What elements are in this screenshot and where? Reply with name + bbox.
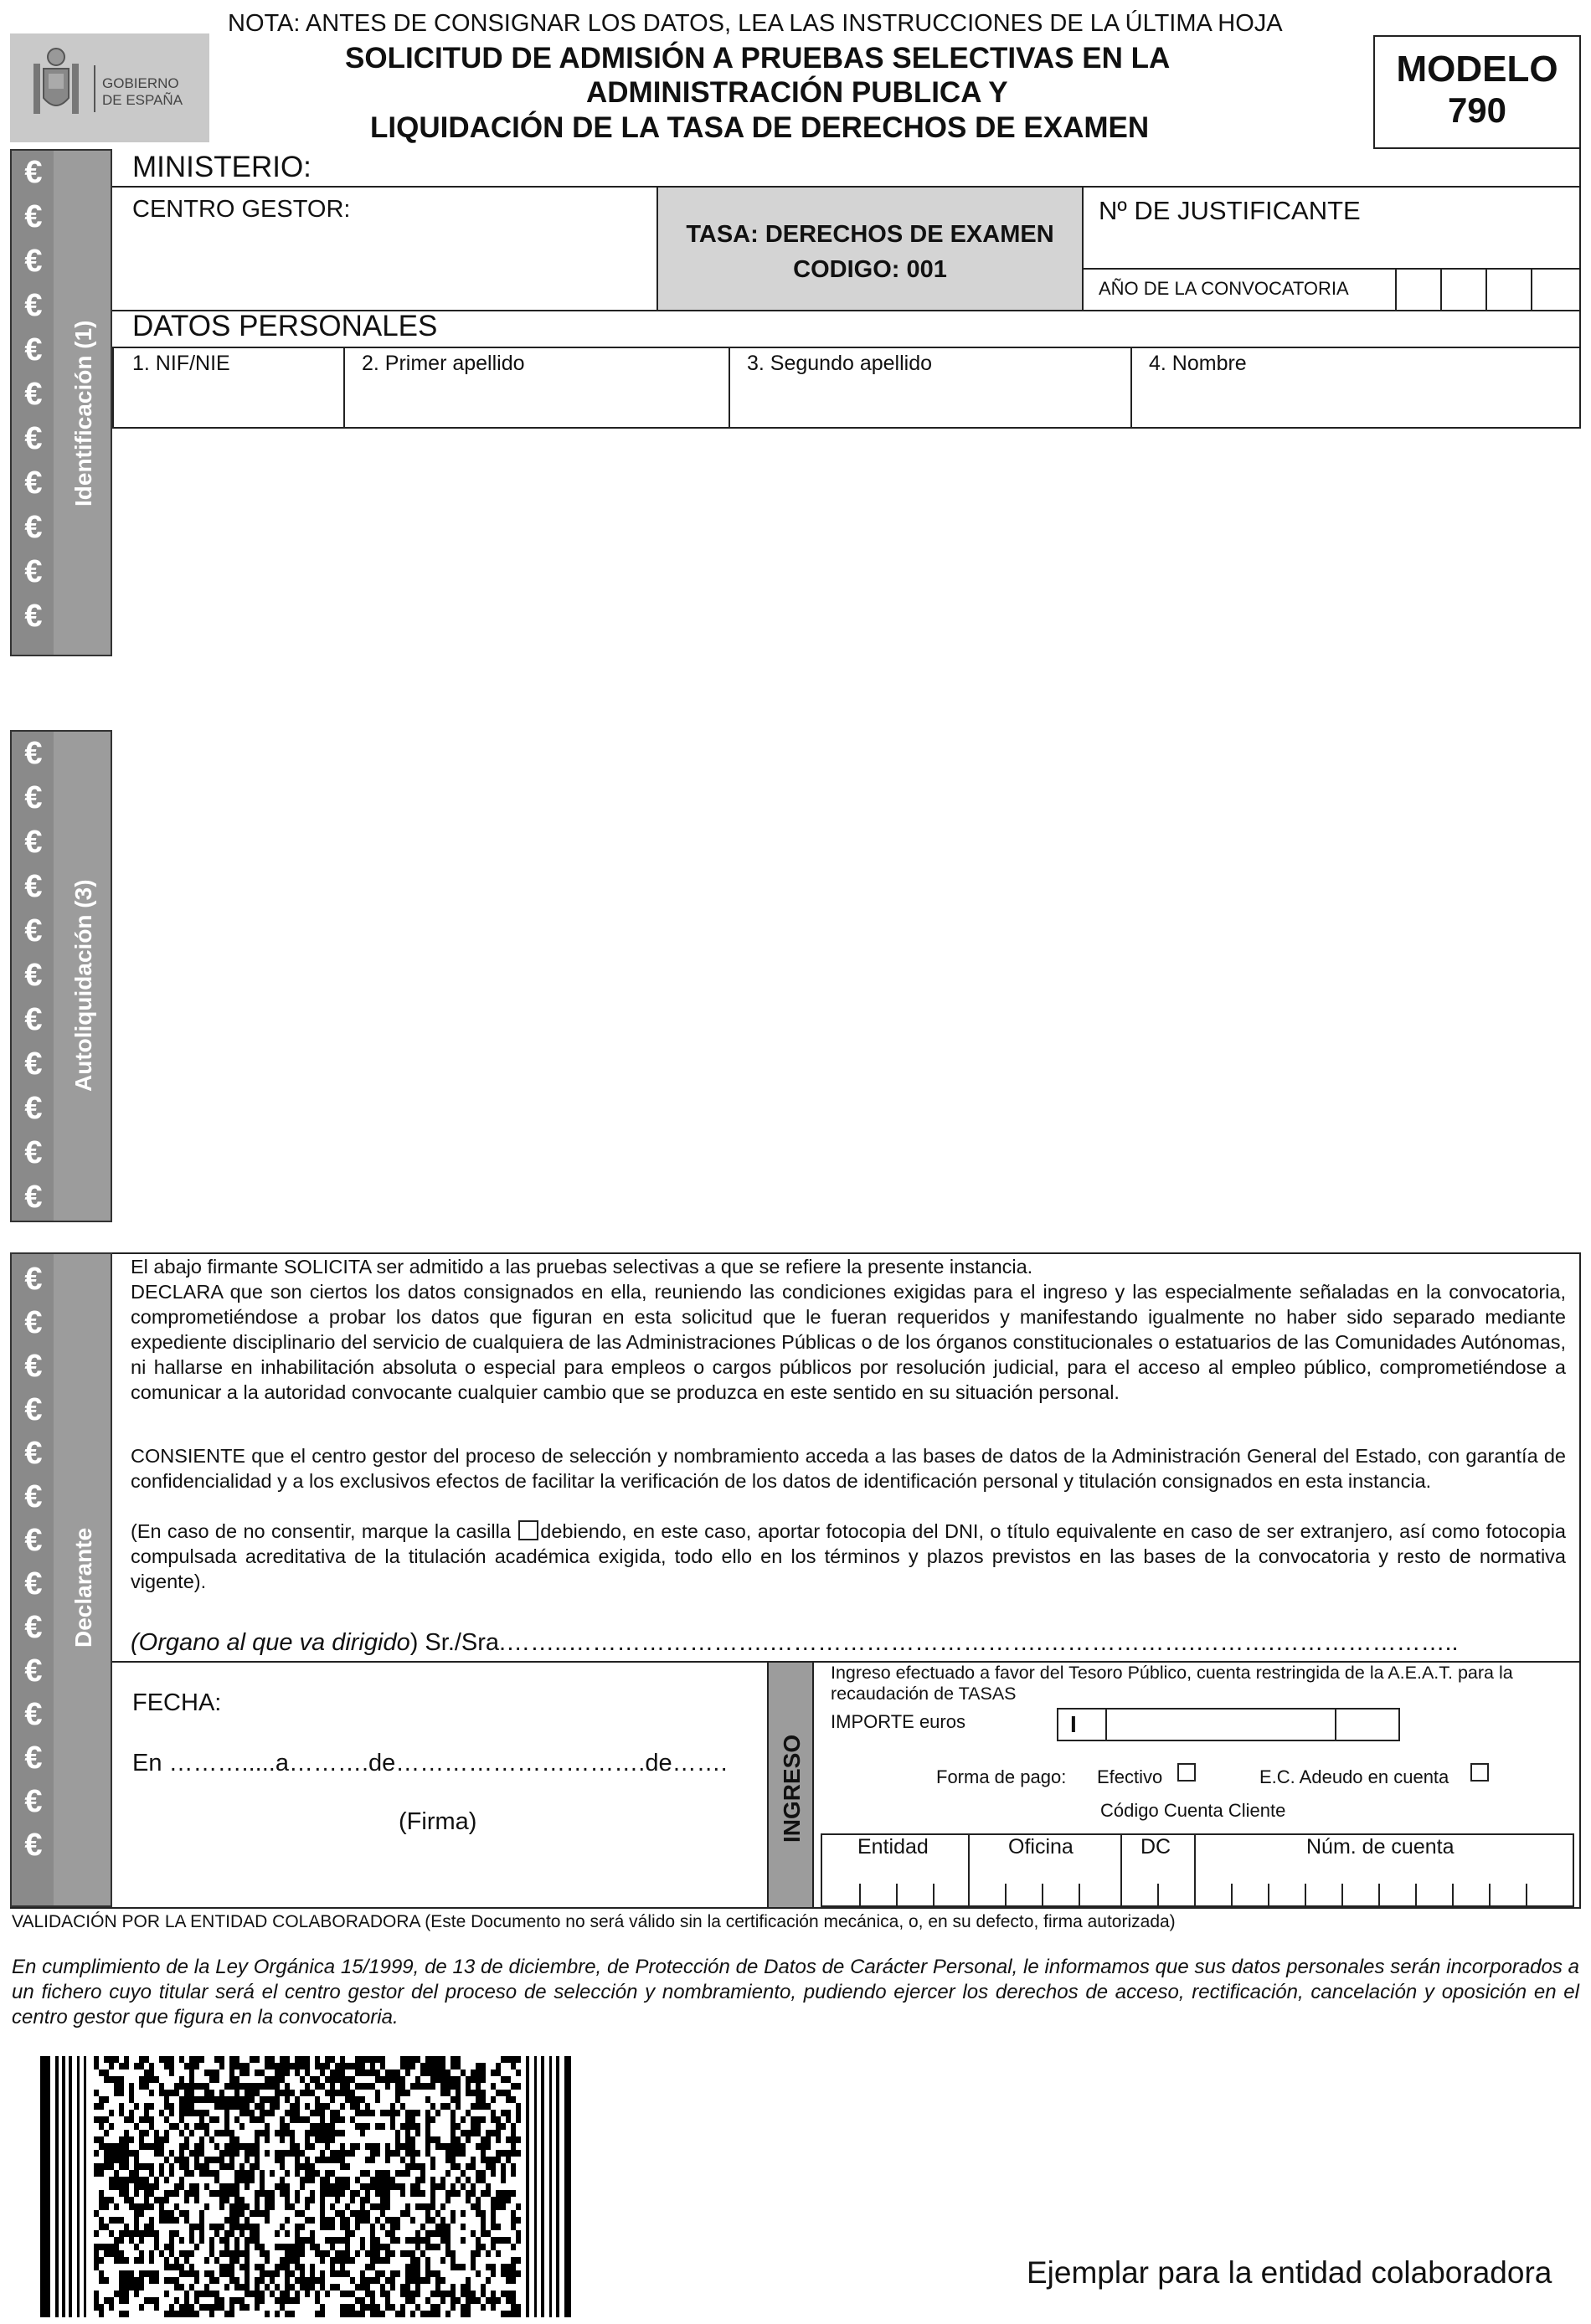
- coat-of-arms-icon: [27, 45, 85, 129]
- field-segundo-apellido[interactable]: 3. Segundo apellido: [747, 352, 933, 375]
- gobierno-logo: [10, 33, 209, 142]
- euro-icon: €: [24, 913, 43, 949]
- form-title-line2: ADMINISTRACIÓN PUBLICA Y: [586, 76, 1008, 109]
- organo-italic: (Organo al que va dirigido: [131, 1629, 410, 1656]
- consiente-paragraph: CONSIENTE que el centro gestor del proceso de selección y nombramiento acceda a las bases de datos de la Administración General del Estado, con garantía de confidencialidad y a los exclusivos efectos de facilitar la verificación de los datos de identificación personal y titulación consignados en esta instancia.: [131, 1445, 1566, 1492]
- autoliquidacion-label: Autoliquidación (3): [70, 879, 96, 1092]
- form-title-line3: LIQUIDACIÓN DE LA TASA DE DERECHOS DE EXAMEN: [370, 111, 1150, 144]
- digit-cell-divider: [1378, 1884, 1380, 1907]
- datos-personales-heading: DATOS PERSONALES: [132, 310, 438, 342]
- euro-column: [17, 1257, 50, 1867]
- euro-icon: €: [24, 244, 43, 279]
- no-consiente-checkbox[interactable]: [518, 1520, 538, 1540]
- barcode: [40, 2056, 571, 2317]
- importe-field[interactable]: [1057, 1708, 1400, 1741]
- declarante-label: Declarante: [70, 1527, 96, 1648]
- digit-cell-divider: [1452, 1884, 1454, 1907]
- tasa-line1: TASA: DERECHOS DE EXAMEN: [686, 221, 1054, 248]
- euro-icon: €: [24, 1566, 43, 1602]
- euro-icon: €: [24, 510, 43, 545]
- field-nombre[interactable]: 4. Nombre: [1149, 352, 1247, 375]
- euro-icon: €: [24, 780, 43, 815]
- euro-icon: €: [24, 1262, 43, 1297]
- euro-icon: €: [24, 958, 43, 993]
- field-primer-apellido[interactable]: 2. Primer apellido: [362, 352, 525, 375]
- header-nota: NOTA: ANTES DE CONSIGNAR LOS DATOS, LEA LAS INSTRUCCIONES DE LA ÚLTIMA HOJA: [228, 10, 1283, 37]
- euro-icon: €: [24, 1392, 43, 1427]
- ministerio-label: MINISTERIO:: [132, 151, 312, 183]
- digit-cells[interactable]: [822, 1867, 1573, 1907]
- ingreso-texto: Ingreso efectuado a favor del Tesoro Público, cuenta restringida de la A.E.A.T. para la recaudación de TASAS: [831, 1663, 1513, 1704]
- euro-icon: €: [24, 288, 43, 323]
- euro-icon: €: [24, 869, 43, 904]
- euro-column: [17, 151, 50, 639]
- codigo-cuenta-label: Código Cuenta Cliente: [1100, 1800, 1286, 1821]
- justificante-label: Nº DE JUSTIFICANTE: [1099, 196, 1361, 225]
- modelo-number: 790: [1447, 90, 1507, 130]
- euro-icon: €: [24, 1305, 43, 1340]
- euro-icon: €: [24, 1180, 43, 1215]
- organo-rest: ) Sr./Sra.……..…………………….…………………………….……………….……….…………………..: [409, 1629, 1459, 1656]
- euro-icon: €: [24, 1002, 43, 1037]
- euro-icon: €: [24, 1479, 43, 1514]
- euro-icon: €: [24, 199, 43, 234]
- euro-icon: €: [24, 332, 43, 368]
- euro-column: [17, 732, 50, 1220]
- ejemplar-label: Ejemplar para la entidad colaboradora: [1027, 2255, 1552, 2290]
- importe-prefix: I: [1070, 1711, 1077, 1737]
- datos-personales-table: [112, 347, 1581, 429]
- col-oficina: Oficina: [1008, 1835, 1074, 1859]
- digit-cell-divider: [1268, 1884, 1269, 1907]
- euro-icon: €: [24, 599, 43, 634]
- importe-label: IMPORTE euros: [831, 1711, 965, 1732]
- digit-cell-divider: [1157, 1884, 1159, 1907]
- form-title-line1: SOLICITUD DE ADMISIÓN A PRUEBAS SELECTIVAS EN LA: [345, 42, 1171, 75]
- fecha-label: FECHA:: [132, 1689, 222, 1716]
- ingreso-label: INGRESO: [779, 1734, 805, 1843]
- cuenta-table[interactable]: [821, 1833, 1574, 1907]
- firma-label: (Firma): [399, 1808, 477, 1835]
- digit-cell-divider: [1231, 1884, 1233, 1907]
- euro-icon: €: [24, 1828, 43, 1863]
- digit-cell-divider: [896, 1884, 898, 1907]
- digit-cell-divider: [1415, 1884, 1417, 1907]
- adeudo-label: E.C. Adeudo en cuenta: [1259, 1766, 1449, 1787]
- digit-cell-divider: [1042, 1884, 1043, 1907]
- no-consiente-pre: (En caso de no consentir, marque la casilla: [131, 1520, 511, 1542]
- euro-icon: €: [24, 465, 43, 501]
- col-dc: DC: [1140, 1835, 1171, 1859]
- euro-icon: €: [24, 155, 43, 190]
- digit-cell-divider: [933, 1884, 935, 1907]
- euro-icon: €: [24, 1091, 43, 1126]
- euro-icon: €: [24, 1135, 43, 1170]
- euro-icon: €: [24, 825, 43, 860]
- euro-icon: €: [24, 377, 43, 412]
- forma-pago-label: Forma de pago:: [936, 1766, 1067, 1787]
- euro-icon: €: [24, 1740, 43, 1776]
- euro-icon: €: [24, 1046, 43, 1082]
- digit-cell-divider: [1489, 1884, 1491, 1907]
- euro-icon: €: [24, 1610, 43, 1645]
- organo-line[interactable]: [131, 1629, 1459, 1657]
- adeudo-checkbox[interactable]: [1470, 1763, 1489, 1782]
- lopd-paragraph: En cumplimiento de la Ley Orgánica 15/1999, de 13 de diciembre, de Protección de Datos de Carácter Personal, le informamos que sus datos personales serán incorporados a un fichero cuyo titular será el centro gestor del proceso de selección y nombramiento, pudiendo ejercer los derechos de acceso, rectificación, cancelación y oposición en el centro gestor que figura en la convocatoria.: [12, 1956, 1579, 2028]
- modelo-box: [1373, 35, 1581, 149]
- ingreso-side-bar: [767, 1663, 814, 1907]
- digit-cell-divider: [1305, 1884, 1306, 1907]
- validacion-text: VALIDACIÓN POR LA ENTIDAD COLABORADORA (Este Documento no será válido sin la certificación mecánica, o, en su defecto, firma autorizada): [12, 1912, 1176, 1931]
- ano-convocatoria-boxes[interactable]: [1395, 270, 1579, 310]
- no-consiente-paragraph: [131, 1519, 1566, 1594]
- digit-cell-divider: [1079, 1884, 1080, 1907]
- euro-icon: €: [24, 554, 43, 589]
- col-entidad: Entidad: [857, 1835, 929, 1859]
- modelo-label: MODELO: [1396, 49, 1558, 90]
- logo-text-gobierno: GOBIERNO: [102, 75, 179, 91]
- euro-icon: €: [24, 736, 43, 771]
- solicita-paragraph: El abajo firmante SOLICITA ser admitido a las pruebas selectivas a que se refiere la presente instancia.: [131, 1256, 1033, 1278]
- logo-text-espana: DE ESPAÑA: [102, 92, 183, 108]
- ano-convocatoria-label: AÑO DE LA CONVOCATORIA: [1099, 278, 1349, 299]
- digit-cell-divider: [859, 1884, 861, 1907]
- declarante-side-bar: [10, 1252, 112, 1907]
- field-nif[interactable]: 1. NIF/NIE: [132, 352, 230, 375]
- col-num-cuenta: Núm. de cuenta: [1306, 1835, 1455, 1859]
- digit-cell-divider: [1526, 1884, 1527, 1907]
- declara-paragraph: DECLARA que son ciertos los datos consignados en ella, reuniendo las condiciones exigidas para el ingreso y las especialmente señaladas en la convocatoria, comprometiéndose a probar los datos que figuran en esta solicitud que le fueran requeridos y manifestando igualmente no haber sido separado mediante expediente disciplinario del servicio de cualquiera de las Administraciones Públicas o de los órganos constitucionales o estatuarios de las Comunidades Autónomas, ni hallarse en inhabilitación absoluta o especial para empleos o cargos públicos por resolución judicial, para el acceso al empleo público, comprometiéndose a comunicar a la autoridad convocante cualquier cambio que se produzca en este sentido en su situación personal.: [131, 1281, 1566, 1403]
- centro-gestor-label: CENTRO GESTOR:: [132, 196, 351, 223]
- identificacion-side-bar: [10, 149, 112, 656]
- efectivo-label: Efectivo: [1097, 1766, 1163, 1787]
- euro-icon: €: [24, 1436, 43, 1471]
- tasa-line2: CODIGO: 001: [793, 256, 947, 283]
- euro-icon: €: [24, 1784, 43, 1819]
- euro-icon: €: [24, 1653, 43, 1689]
- no-consiente-post: debiendo, en este caso, aportar fotocopia del DNI, o título equivalente en caso de ser extranjero, así como fotocopia compulsada acreditativa de la titulación académica exigida, todo ello en los términos y plazos previstos en las bases de la convocatoria y resto de normativa vigente).: [131, 1520, 1566, 1592]
- tasa-box: [656, 188, 1084, 310]
- euro-icon: €: [24, 1697, 43, 1732]
- autoliquidacion-side-bar: [10, 730, 112, 1222]
- digit-cell-divider: [1005, 1884, 1007, 1907]
- euro-icon: €: [24, 1349, 43, 1384]
- identificacion-label: Identificación (1): [70, 320, 96, 506]
- euro-icon: €: [24, 1523, 43, 1558]
- fecha-line[interactable]: En ……….....a……….de………………………….de…….: [132, 1750, 728, 1776]
- euro-icon: €: [24, 421, 43, 456]
- digit-cell-divider: [1341, 1884, 1343, 1907]
- efectivo-checkbox[interactable]: [1177, 1763, 1196, 1782]
